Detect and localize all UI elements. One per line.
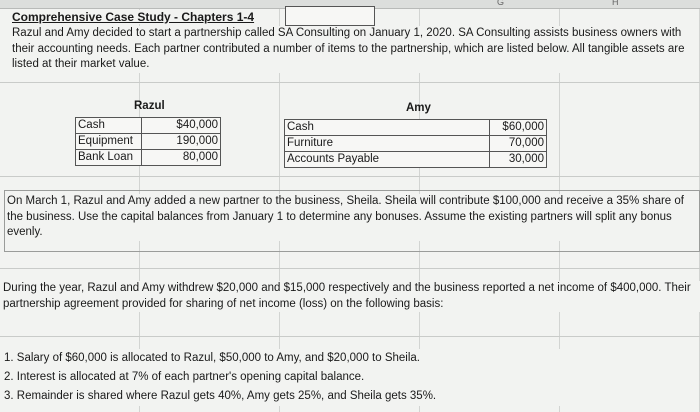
razul-heading: Razul [134, 100, 165, 112]
razul-item-bank-loan[interactable]: Bank Loan [76, 150, 142, 166]
case-study-title: Comprehensive Case Study - Chapters 1-4 [12, 10, 255, 24]
list-item: 1. Salary of $60,000 is allocated to Razul, $50,000 to Amy, and $20,000 to Sheila. [4, 352, 420, 364]
table-row [76, 134, 221, 150]
title-input-cell[interactable] [285, 6, 375, 26]
table-row [76, 150, 221, 166]
income-sharing-list [4, 349, 604, 406]
amy-amount-furniture[interactable]: 70,000 [490, 136, 547, 152]
row-divider [0, 268, 700, 269]
amy-contribution-table [284, 119, 547, 168]
razul-contribution-table [75, 117, 221, 166]
razul-amount-cash[interactable]: $40,000 [142, 118, 221, 134]
table-row [285, 120, 547, 136]
sheila-paragraph: On March 1, Razul and Amy added a new partner to the business, Sheila. Sheila will contribute $100,000 and receive a 35% share of the business. Use the capital balances from January 1 to determine any bonuses. Assume the existing partners will split any bonus evenly. [7, 194, 697, 241]
list-item: 2. Interest is allocated at 7% of each partner's opening capital balance. [4, 371, 365, 383]
table-row [285, 152, 547, 168]
column-letter-g[interactable]: G [497, 0, 505, 7]
row-divider [0, 336, 700, 337]
intro-paragraph: Razul and Amy decided to start a partnership called SA Consulting on January 1, 2020. SA Consulting assists business owners with their accounting needs. Each partner contributed a number of items to the partnership, which are listed below. All tangible assets are listed at their market value. [12, 26, 696, 73]
razul-item-cash[interactable]: Cash [76, 118, 142, 134]
table-row [76, 118, 221, 134]
amy-heading: Amy [406, 102, 431, 114]
amy-item-furniture[interactable]: Furniture [285, 136, 490, 152]
column-letter-h[interactable]: H [612, 0, 619, 7]
razul-amount-equipment[interactable]: 190,000 [142, 134, 221, 150]
razul-item-equipment[interactable]: Equipment [76, 134, 142, 150]
amy-amount-cash[interactable]: $60,000 [490, 120, 547, 136]
row-divider [0, 176, 700, 177]
amy-item-cash[interactable]: Cash [285, 120, 490, 136]
amy-amount-accounts-payable[interactable]: 30,000 [490, 152, 547, 168]
amy-item-accounts-payable[interactable]: Accounts Payable [285, 152, 490, 168]
row-divider [0, 82, 700, 83]
table-row [285, 136, 547, 152]
list-item: 3. Remainder is shared where Razul gets 40%, Amy gets 25%, and Sheila gets 35%. [4, 390, 437, 402]
razul-amount-bank-loan[interactable]: 80,000 [142, 150, 221, 166]
withdrawal-paragraph: During the year, Razul and Amy withdrew $20,000 and $15,000 respectively and the business reported a net income of $400,000. Their partnership agreement provided for sharing of net income (loss) on the following basis: [3, 281, 700, 312]
